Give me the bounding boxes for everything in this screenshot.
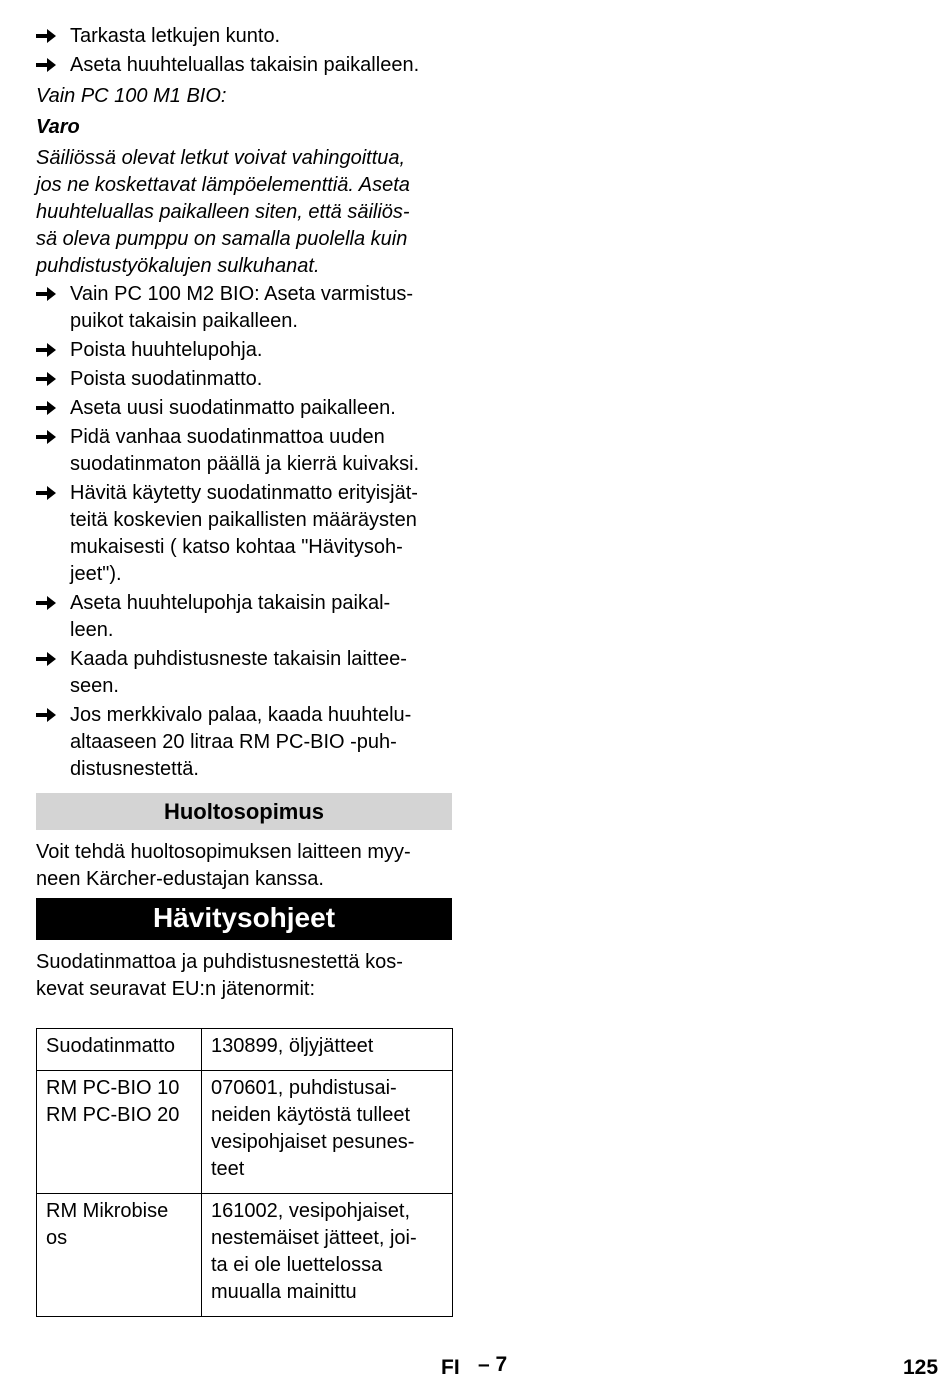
step-text: Vain PC 100 M2 BIO: Aseta varmistus- puikot takaisin paikalleen. — [70, 283, 414, 332]
footer-local-page: – 7 — [478, 1353, 508, 1376]
arrow-right-icon — [36, 366, 70, 386]
arrow-right-icon — [36, 702, 70, 722]
footer-language: FI — [441, 1356, 460, 1379]
step-text: Aseta uusi suodatinmatto paikalleen. — [70, 397, 396, 419]
disposal-heading: Hävitysohjeet — [36, 898, 452, 940]
list-item — [36, 23, 452, 50]
list-item — [36, 480, 452, 588]
caution-text: Säiliössä olevat letkut voivat vahingoittua, jos ne koskettavat lämpöelementtiä. Aseta huuhteluallas paikalleen siten, että säiliös- sä oleva pumppu on samalla puolella kuin puhdistustyökalujen sulkuhanat. — [36, 147, 410, 277]
footer-page-number: 125 — [903, 1356, 939, 1379]
step-text: Hävitä käytetty suodatinmatto erityisjät- teitä koskevien paikallisten määräysten mukaisesti ( katso kohtaa "Hävitysoh- jeet"). — [70, 482, 418, 585]
step-text: Aseta huuhtelupohja takaisin paikal- leen. — [70, 592, 391, 641]
list-item — [36, 281, 452, 335]
step-text: Pidä vanhaa suodatinmattoa uuden suodatinmaton päällä ja kierrä kuivaksi. — [70, 426, 420, 475]
waste-codes-table — [36, 1028, 453, 1317]
table-cell-item: RM PC-BIO 10 RM PC-BIO 20 — [37, 1071, 202, 1194]
table-row — [37, 1071, 453, 1194]
table-cell-code: 161002, vesipohjaiset, nestemäiset jätteet, joi- ta ei ole luettelossa muualla mainittu — [202, 1194, 453, 1317]
table-cell-code: 070601, puhdistusai- neiden käytöstä tulleet vesipohjaiset pesunes- teet — [202, 1071, 453, 1194]
table-row — [37, 1029, 453, 1071]
arrow-right-icon — [36, 281, 70, 301]
step-text: Aseta huuhteluallas takaisin paikalleen. — [70, 54, 420, 76]
table-cell-code: 130899, öljyjätteet — [202, 1029, 453, 1071]
step-text: Poista huuhtelupohja. — [70, 339, 263, 361]
arrow-right-icon — [36, 23, 70, 43]
table-cell-item: RM Mikrobise os — [37, 1194, 202, 1317]
list-item — [36, 337, 452, 364]
arrow-right-icon — [36, 52, 70, 72]
service-text: Voit tehdä huoltosopimuksen laitteen myy- neen Kärcher-edustajan kanssa. — [36, 841, 411, 890]
table-row — [37, 1194, 453, 1317]
list-item — [36, 702, 452, 783]
list-item — [36, 366, 452, 393]
arrow-right-icon — [36, 424, 70, 444]
list-item — [36, 52, 452, 79]
list-item — [36, 395, 452, 422]
model-note: Vain PC 100 M1 BIO: — [36, 85, 227, 107]
arrow-right-icon — [36, 337, 70, 357]
step-text: Jos merkkivalo palaa, kaada huuhtelu- altaaseen 20 litraa RM PC-BIO -puh- distusnestettä. — [70, 704, 412, 780]
arrow-right-icon — [36, 480, 70, 500]
disposal-text: Suodatinmattoa ja puhdistusnestettä kos- kevat seuravat EU:n jätenormit: — [36, 951, 403, 1000]
table-cell-item: Suodatinmatto — [37, 1029, 202, 1071]
arrow-right-icon — [36, 395, 70, 415]
list-item — [36, 590, 452, 644]
caution-title: Varo — [36, 116, 80, 138]
steps-list-b — [36, 281, 452, 783]
arrow-right-icon — [36, 590, 70, 610]
step-text: Tarkasta letkujen kunto. — [70, 25, 281, 47]
list-item — [36, 424, 452, 478]
arrow-right-icon — [36, 646, 70, 666]
steps-list-a — [36, 23, 452, 79]
step-text: Kaada puhdistusneste takaisin laittee- seen. — [70, 648, 407, 697]
list-item — [36, 646, 452, 700]
service-heading: Huoltosopimus — [36, 793, 452, 830]
step-text: Poista suodatinmatto. — [70, 368, 263, 390]
